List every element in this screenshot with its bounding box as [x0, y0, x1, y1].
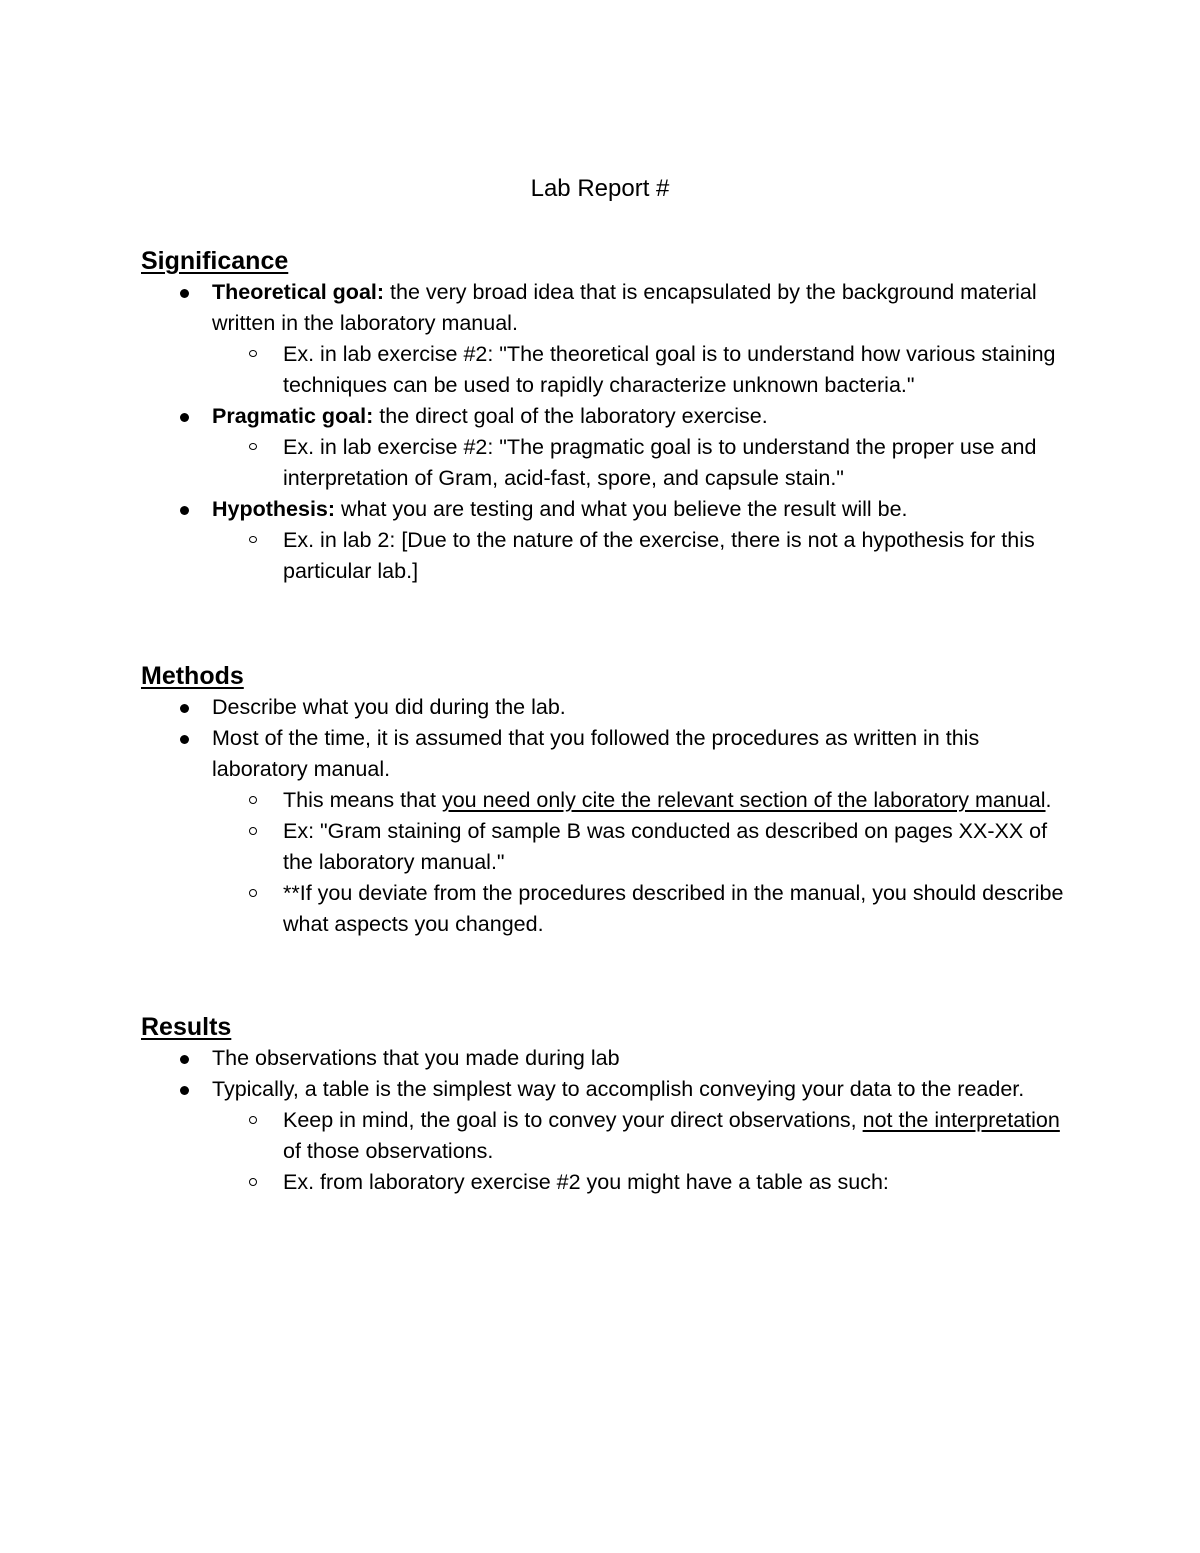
- hollow-bullet-icon: [249, 1178, 257, 1186]
- methods-sub-text: **If you deviate from the procedures described in the manual, you should describe what aspects you changed.: [283, 881, 1064, 936]
- significance-list: [141, 277, 1071, 587]
- results-sub-text: Keep in mind, the goal is to convey your direct observations,: [283, 1108, 863, 1132]
- list-item: [141, 1043, 1071, 1074]
- bullet-icon: [180, 289, 189, 298]
- methods-sublist: [212, 785, 1071, 940]
- bullet-icon: [180, 413, 189, 422]
- list-item: [141, 692, 1071, 723]
- bullet-icon: [180, 506, 189, 515]
- list-item-hypothesis-example: [212, 525, 1071, 587]
- hollow-bullet-icon: [249, 827, 257, 835]
- methods-section: [141, 661, 1071, 940]
- results-item-text: Typically, a table is the simplest way to accomplish conveying your data to the reader.: [212, 1077, 1025, 1101]
- list-item: [141, 723, 1071, 940]
- results-section: [141, 1012, 1071, 1198]
- results-list: [141, 1043, 1071, 1198]
- methods-list: [141, 692, 1071, 940]
- bullet-icon: [180, 704, 189, 713]
- results-sublist: [212, 1105, 1071, 1198]
- hollow-bullet-icon: [249, 443, 257, 450]
- underlined-text: not the interpretation: [862, 1108, 1060, 1132]
- theoretical-goal-text: the very broad idea that is encapsulated by the background material written in the laboratory manual.: [212, 280, 1037, 335]
- theoretical-example-text: Ex. in lab exercise #2: "The theoretical goal is to understand how various staining techniques can be used to rapidly characterize unknown bacteria.": [283, 342, 1056, 397]
- methods-item-text: Most of the time, it is assumed that you followed the procedures as written in this laboratory manual.: [212, 726, 980, 781]
- results-sub-text: Ex. from laboratory exercise #2 you might have a table as such:: [283, 1170, 889, 1194]
- term-hypothesis: Hypothesis:: [212, 497, 336, 521]
- term-pragmatic-goal: Pragmatic goal:: [212, 404, 374, 428]
- methods-sub-text: .: [1045, 788, 1052, 812]
- underlined-text: you need only cite the relevant section of the laboratory manual: [441, 788, 1046, 812]
- hollow-bullet-icon: [249, 1116, 257, 1124]
- hollow-bullet-icon: [249, 350, 257, 357]
- list-item: [212, 878, 1071, 940]
- hypothesis-sublist: [212, 525, 1071, 587]
- bullet-icon: [180, 735, 189, 744]
- results-item-text: The observations that you made during lab: [212, 1046, 620, 1070]
- results-heading: Results: [141, 1013, 232, 1041]
- list-item: [141, 1074, 1071, 1198]
- pragmatic-goal-sublist: [212, 432, 1071, 494]
- list-item-pragmatic-goal: [141, 401, 1071, 494]
- pragmatic-example-text: Ex. in lab exercise #2: "The pragmatic goal is to understand the proper use and interpretation of Gram, acid-fast, spore, and capsule stain.": [283, 435, 1037, 490]
- list-item: [212, 816, 1071, 878]
- hypothesis-text: what you are testing and what you believe the result will be.: [335, 497, 908, 521]
- theoretical-goal-sublist: [212, 339, 1071, 401]
- results-sub-text: of those observations.: [283, 1139, 494, 1163]
- list-item: [212, 1167, 1071, 1198]
- document-title: Lab Report #: [530, 175, 670, 202]
- list-item-theoretical-example: [212, 339, 1071, 401]
- list-item-hypothesis: [141, 494, 1071, 587]
- methods-sub-text: Ex: "Gram staining of sample B was conducted as described on pages XX-XX of the laboratory manual.": [283, 819, 1048, 874]
- significance-section: [141, 246, 1071, 587]
- bullet-icon: [180, 1086, 189, 1095]
- term-theoretical-goal: Theoretical goal:: [212, 280, 385, 304]
- hollow-bullet-icon: [249, 796, 257, 804]
- bullet-icon: [180, 1055, 189, 1064]
- list-item: [212, 785, 1071, 816]
- methods-item-text: Describe what you did during the lab.: [212, 695, 566, 719]
- methods-sub-text: This means that: [283, 788, 442, 812]
- hypothesis-example-text: Ex. in lab 2: [Due to the nature of the exercise, there is not a hypothesis for this particular lab.]: [283, 528, 1035, 583]
- list-item: [212, 1105, 1071, 1167]
- pragmatic-goal-text: the direct goal of the laboratory exercise.: [373, 404, 768, 428]
- list-item-theoretical-goal: [141, 277, 1071, 401]
- list-item-pragmatic-example: [212, 432, 1071, 494]
- significance-heading: Significance: [141, 247, 289, 275]
- hollow-bullet-icon: [249, 889, 257, 897]
- hollow-bullet-icon: [249, 536, 257, 543]
- methods-heading: Methods: [141, 662, 244, 690]
